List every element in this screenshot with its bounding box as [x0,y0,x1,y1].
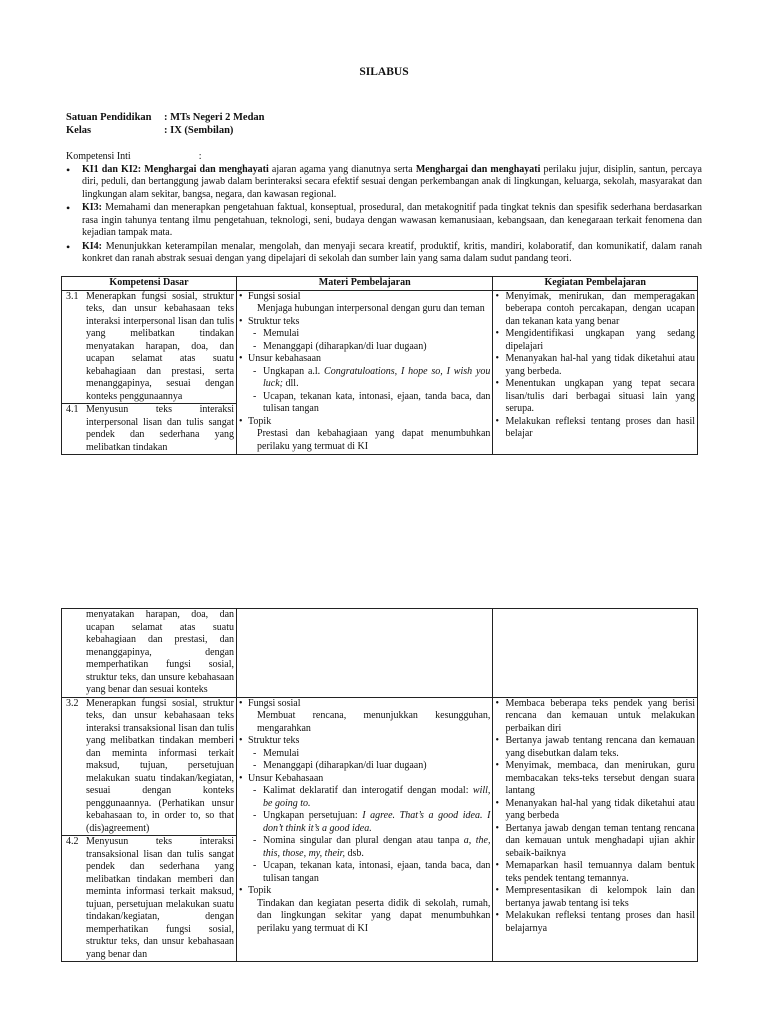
table-row [62,609,698,698]
meta-row-school [66,111,265,124]
materi-subitem: - Memulai [248,748,490,761]
syllabus-table-2 [61,608,698,962]
identity-block [66,111,265,137]
col-header-kegiatan: Kegiatan Pembelajaran [493,277,698,291]
kd-cell [62,290,237,455]
materi-desc: Prestasi dan kebahagiaan yang dapat menumbuhkan perilaku yang termuat di KI [257,428,491,452]
kd-number: 4.2 [66,836,79,847]
ki-item-ki1-ki2: • KI1 dan KI2: Menghargai dan menghayati ajaran agama yang dianutnya serta Menghargai dan menghayati perilaku jujur, disiplin, santun, percaya diri, peduli, dan bertanggung jawab dalam berinteraksi secara efektif sesuai dengan perkembangan anak di lingkungan, keluarga, sekolah, masyarakat dan lingkungan alam sekitar, bangsa, negara, dan kawasan regional. [66,164,702,202]
kd-cell [62,609,237,698]
kegiatan-item: • Menanyakan hal-hal yang tidak diketahui atau yang berbeda [495,798,695,823]
meta-row-class [66,124,265,137]
materi-sublist [248,785,490,885]
materi-subitem: - Ucapan, tekanan kata, intonasi, ejaan, tanda baca, dan tulisan tangan [248,860,490,885]
kd-4-2 [64,836,234,961]
kegiatan-list [495,291,695,441]
kd-text: menyatakan harapan, doa, dan ucapan selamat atas suatu kebahagiaan dan prestasi, dan menanggapinya, dengan memperhatikan fungsi sosial, struktur teks, dan unsure kebahasaan yang benar dan sesuai konteks [86,609,235,695]
ki-item-ki3: • KI3: Memahami dan menerapkan pengetahuan faktual, konseptual, prosedural, dan metakognitif pada tingkat teknis dan spesifik sederhana berdasarkan rasa ingin tahunya tentang ilmu pengetahuan, teknologi, seni, budaya dengan wawasan kemanusiaan, kebangsaan, dan kenegaraan terkait fenomena dan kejadian tampak mata. [66,202,702,240]
materi-fungsi-sosial: • Fungsi sosial Membuat rencana, menunjukkan kesungguhan, mengarahkan [239,698,490,736]
ki-heading [66,151,702,164]
kegiatan-item: • Melakukan refleksi tentang proses dan hasil belajar [495,416,695,441]
document-title: SILABUS [359,66,409,78]
materi-subitem: - Nomina singular dan plural dengan atau tanpa a, the, this, those, my, their, dsb. [248,835,490,860]
kegiatan-item: • Menentukan ungkapan yang tepat secara lisan/tulis dari berbagai situasi lain yang serupa. [495,378,695,416]
kegiatan-item: • Menanyakan hal-hal yang tidak diketahui atau yang berbeda. [495,353,695,378]
meta-value: : MTs Negeri 2 Medan [164,112,265,123]
materi-unsur-kebahasaan: • Unsur Kebahasaan - Kalimat deklaratif dan interogatif dengan modal: will, be going to. - Ungkapan persetujuan: I agree. That’s a good idea. I don’t think it’s a good idea. - Nomina singular dan plural dengan atau tanpa a, the, this, those, my, their, dsb. - Ucapan, tekanan kata, intonasi, ejaan, tanda baca, dan tulisan tangan [239,773,490,886]
table-row [62,290,698,455]
materi-fungsi-sosial: • Fungsi sosial Menjaga hubungan interpersonal dengan guru dan teman [239,291,490,316]
kegiatan-item: • Menyimak, menirukan, dan memperagakan beberapa contoh percakapan, dengan ucapan dan tekanan kata yang benar [495,291,695,329]
kd-4-1-continued [64,609,234,697]
ki-list [66,164,702,266]
materi-desc: Membuat rencana, menunjukkan kesungguhan, mengarahkan [257,710,491,734]
col-header-materi: Materi Pembelajaran [237,277,493,291]
kd-3-2 [64,698,234,836]
kegiatan-item: • Bertanya jawab dengan teman tentang rencana dan kemauan untuk menghadapi ujian akhir sebaik-baiknya [495,823,695,861]
col-header-kompetensi-dasar: Kompetensi Dasar [62,277,237,291]
kegiatan-cell-empty [493,609,698,698]
kd-number: 3.1 [66,290,79,302]
kd-number: 4.1 [66,404,79,415]
materi-list [239,291,490,454]
materi-unsur-kebahasaan: • Unsur kebahasaan - Ungkapan a.l. Congratuloations, I hope so, I wish you luck; dll. - Ucapan, tekanan kata, intonasi, ejaan, tanda baca, dan tulisan tangan [239,353,490,416]
materi-desc: Tindakan dan kegiatan peserta didik di sekolah, rumah, dan lingkungan sekitar yang dapat menumbuhkan perilaku yang termuat di KI [257,897,491,934]
meta-label: Kelas [66,125,92,136]
kegiatan-cell [493,290,698,455]
ki-heading-text: Kompetensi Inti [66,151,131,162]
materi-subitem: - Menanggapi (diharapkan/di luar dugaan) [248,341,490,354]
materi-sublist [248,748,490,773]
materi-cell [237,290,493,455]
ki-item-ki4: • KI4: Menunjukkan keterampilan menalar, mengolah, dan menyaji secara kreatif, produktif, kritis, mandiri, kolaboratif, dan komunikatif, dalam ranah konkret dan ranah abstrak sesuai dengan yang dipelajari di sekolah dan sumber lain yang sama dalam sudut pandang teori. [66,241,702,266]
kegiatan-item: • Mengidentifikasi ungkapan yang sedang dipelajari [495,328,695,353]
materi-topik: • Topik Prestasi dan kebahagiaan yang dapat menumbuhkan perilaku yang termuat di KI [239,416,490,454]
meta-value: : IX (Sembilan) [164,125,234,136]
kd-3-1 [64,291,234,404]
materi-subitem: - Kalimat deklaratif dan interogatif dengan modal: will, be going to. [248,785,490,810]
kegiatan-item: • Memaparkan hasil temuannya dalam bentuk teks pendek tentang temannya. [495,860,695,885]
kegiatan-item: • Melakukan refleksi tentang proses dan hasil belajarnya [495,910,695,935]
kd-text: Menerapkan fungsi sosial, struktur teks, dan unsur kebahasaan teks interaksi transaksional lisan dan tulis yang melibatkan tindakan memberi dan meminta informasi terkait maksud, tujuan, persetujuan melakukan suatu tindakan/kegiatan, sesuai dengan konteks penggunaannya. (Perhatikan unsur kebahasaan to, in order to, so that (dis)agreement) [86,697,235,834]
kegiatan-item: • Menyimak, membaca, dan menirukan, guru membacakan teks-teks tersebut dengan suara lantang [495,760,695,798]
kd-4-1 [64,404,234,454]
kompetensi-inti-section [66,151,702,266]
materi-subitem: - Ucapan, tekanan kata, intonasi, ejaan, tanda baca, dan tulisan tangan [248,391,490,416]
materi-list [239,698,490,936]
materi-subitem: - Ungkapan persetujuan: I agree. That’s a good idea. I don’t think it’s a good idea. [248,810,490,835]
kegiatan-item: • Mempresentasikan di kelompok lain dan bertanya jawab tentang isi teks [495,885,695,910]
materi-subitem: - Ungkapan a.l. Congratuloations, I hope so, I wish you luck; dll. [248,366,490,391]
materi-cell-empty [237,609,493,698]
kd-text: Menyusun teks interaksi interpersonal lisan dan tulis sangat pendek dan sederhana yang melibatkan tindakan [86,404,235,453]
meta-label: Satuan Pendidikan [66,112,152,123]
materi-sublist [248,366,490,416]
materi-sublist [248,328,490,353]
materi-cell [237,697,493,962]
materi-subitem: - Menanggapi (diharapkan/di luar dugaan) [248,760,490,773]
kd-text: Menerapkan fungsi sosial, struktur teks, dan unsur kebahasaan teks interaksi interpersonal lisan dan tulis yang melibatkan tindakan menyatakan harapan, doa, dan ucapan selamat atas suatu kebahagiaan dan prestasi, serta menanggapinya, sesuai dengan konteks penggunaannya [86,290,235,402]
materi-struktur-teks: • Struktur teks - Memulai - Menanggapi (diharapkan/di luar dugaan) [239,316,490,354]
kegiatan-item: • Bertanya jawab tentang rencana dan kemauan yang disebutkan dalam teks. [495,735,695,760]
kd-cell [62,697,237,962]
kd-text: Menyusun teks interaksi transaksional lisan dan tulis sangat pendek dan sederhana yang melibatkan tindakan memberi dan meminta informasi terkait maksud, tujuan, persetujuan melakukan suatu tindakan/kegiatan, dengan memperhatikan fungsi sosial, struktur teks, dan unsur kebahasaan yang benar dan [86,836,235,960]
materi-subitem: - Memulai [248,328,490,341]
table-row [62,697,698,962]
kd-number: 3.2 [66,697,79,709]
kegiatan-item: • Membaca beberapa teks pendek yang berisi rencana dan kemauan untuk melakukan perbaikan diri [495,698,695,736]
materi-desc: Menjaga hubungan interpersonal dengan guru dan teman [257,303,485,314]
ki-heading-colon: : [198,151,202,162]
materi-topik: • Topik Tindakan dan kegiatan peserta didik di sekolah, rumah, dan lingkungan sekitar yang dapat menumbuhkan perilaku yang termuat di KI [239,885,490,935]
syllabus-table-1 [61,276,698,455]
table-header-row [62,277,698,291]
kegiatan-cell [493,697,698,962]
kegiatan-list [495,698,695,936]
materi-struktur-teks: • Struktur teks - Memulai - Menanggapi (diharapkan/di luar dugaan) [239,735,490,773]
